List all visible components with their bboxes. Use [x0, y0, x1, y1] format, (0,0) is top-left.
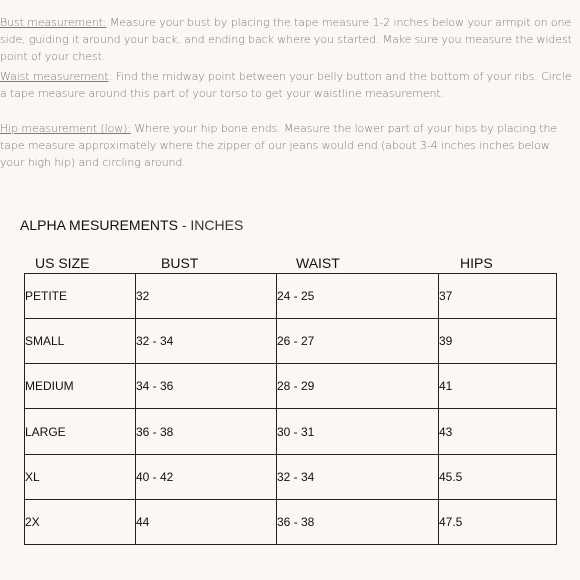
table-row: [25, 499, 557, 544]
table-title-text: ALPHA MESUREMENTS: [20, 217, 178, 233]
hips-cell: 39: [439, 319, 557, 364]
bust-cell: 32 - 34: [136, 319, 277, 364]
size-cell: PETITE: [25, 274, 136, 319]
size-chart-table: [24, 273, 557, 545]
size-cell: LARGE: [25, 409, 136, 454]
table-title: [20, 217, 243, 233]
size-cell: 2X: [25, 499, 136, 544]
waist-cell: 36 - 38: [277, 499, 439, 544]
waist-cell: 28 - 29: [277, 364, 439, 409]
size-cell: XL: [25, 454, 136, 499]
table-row: [25, 364, 557, 409]
waist-term: Waist measurement: [0, 70, 109, 83]
waist-cell: 30 - 31: [277, 409, 439, 454]
header-waist: WAIST: [296, 255, 340, 271]
bust-cell: 32: [136, 274, 277, 319]
waist-cell: 32 - 34: [277, 454, 439, 499]
header-us-size: US SIZE: [35, 255, 90, 271]
waist-text: : Find the midway point between your belly button and the bottom of your ribs. Circle a tape measure around this part of your torso to get your waistline measurement.: [0, 70, 572, 100]
hips-cell: 41: [439, 364, 557, 409]
hip-term: Hip measurement (low):: [0, 122, 131, 135]
bust-cell: 36 - 38: [136, 409, 277, 454]
bust-cell: 40 - 42: [136, 454, 277, 499]
table-row: [25, 319, 557, 364]
hips-cell: 43: [439, 409, 557, 454]
waist-cell: 26 - 27: [277, 319, 439, 364]
table-row: [25, 274, 557, 319]
hips-cell: 37: [439, 274, 557, 319]
hip-instructions: [0, 120, 574, 171]
table-row: [25, 409, 557, 454]
bust-text: Measure your bust by placing the tape measure 1-2 inches below your armpit on one side, guiding it around your back, and ending back where you started. Make sure you measure the widest point of your chest.: [0, 16, 572, 63]
hip-text: Where your hip bone ends. Measure the lower part of your hips by placing the tape measure approximately where the zipper of our jeans would end (about 3-4 inches inches below your high hip) and circling around.: [0, 122, 557, 169]
table-unit: - INCHES: [177, 217, 244, 233]
header-hips: HIPS: [460, 255, 493, 271]
bust-cell: 34 - 36: [136, 364, 277, 409]
header-bust: BUST: [161, 255, 199, 271]
bust-term: Bust measurement:: [0, 16, 107, 29]
size-cell: SMALL: [25, 319, 136, 364]
size-cell: MEDIUM: [25, 364, 136, 409]
table-row: [25, 454, 557, 499]
waist-cell: 24 - 25: [277, 274, 439, 319]
bust-cell: 44: [136, 499, 277, 544]
hips-cell: 45.5: [439, 454, 557, 499]
bust-instructions: [0, 14, 574, 65]
hips-cell: 47.5: [439, 499, 557, 544]
waist-instructions: [0, 68, 574, 102]
